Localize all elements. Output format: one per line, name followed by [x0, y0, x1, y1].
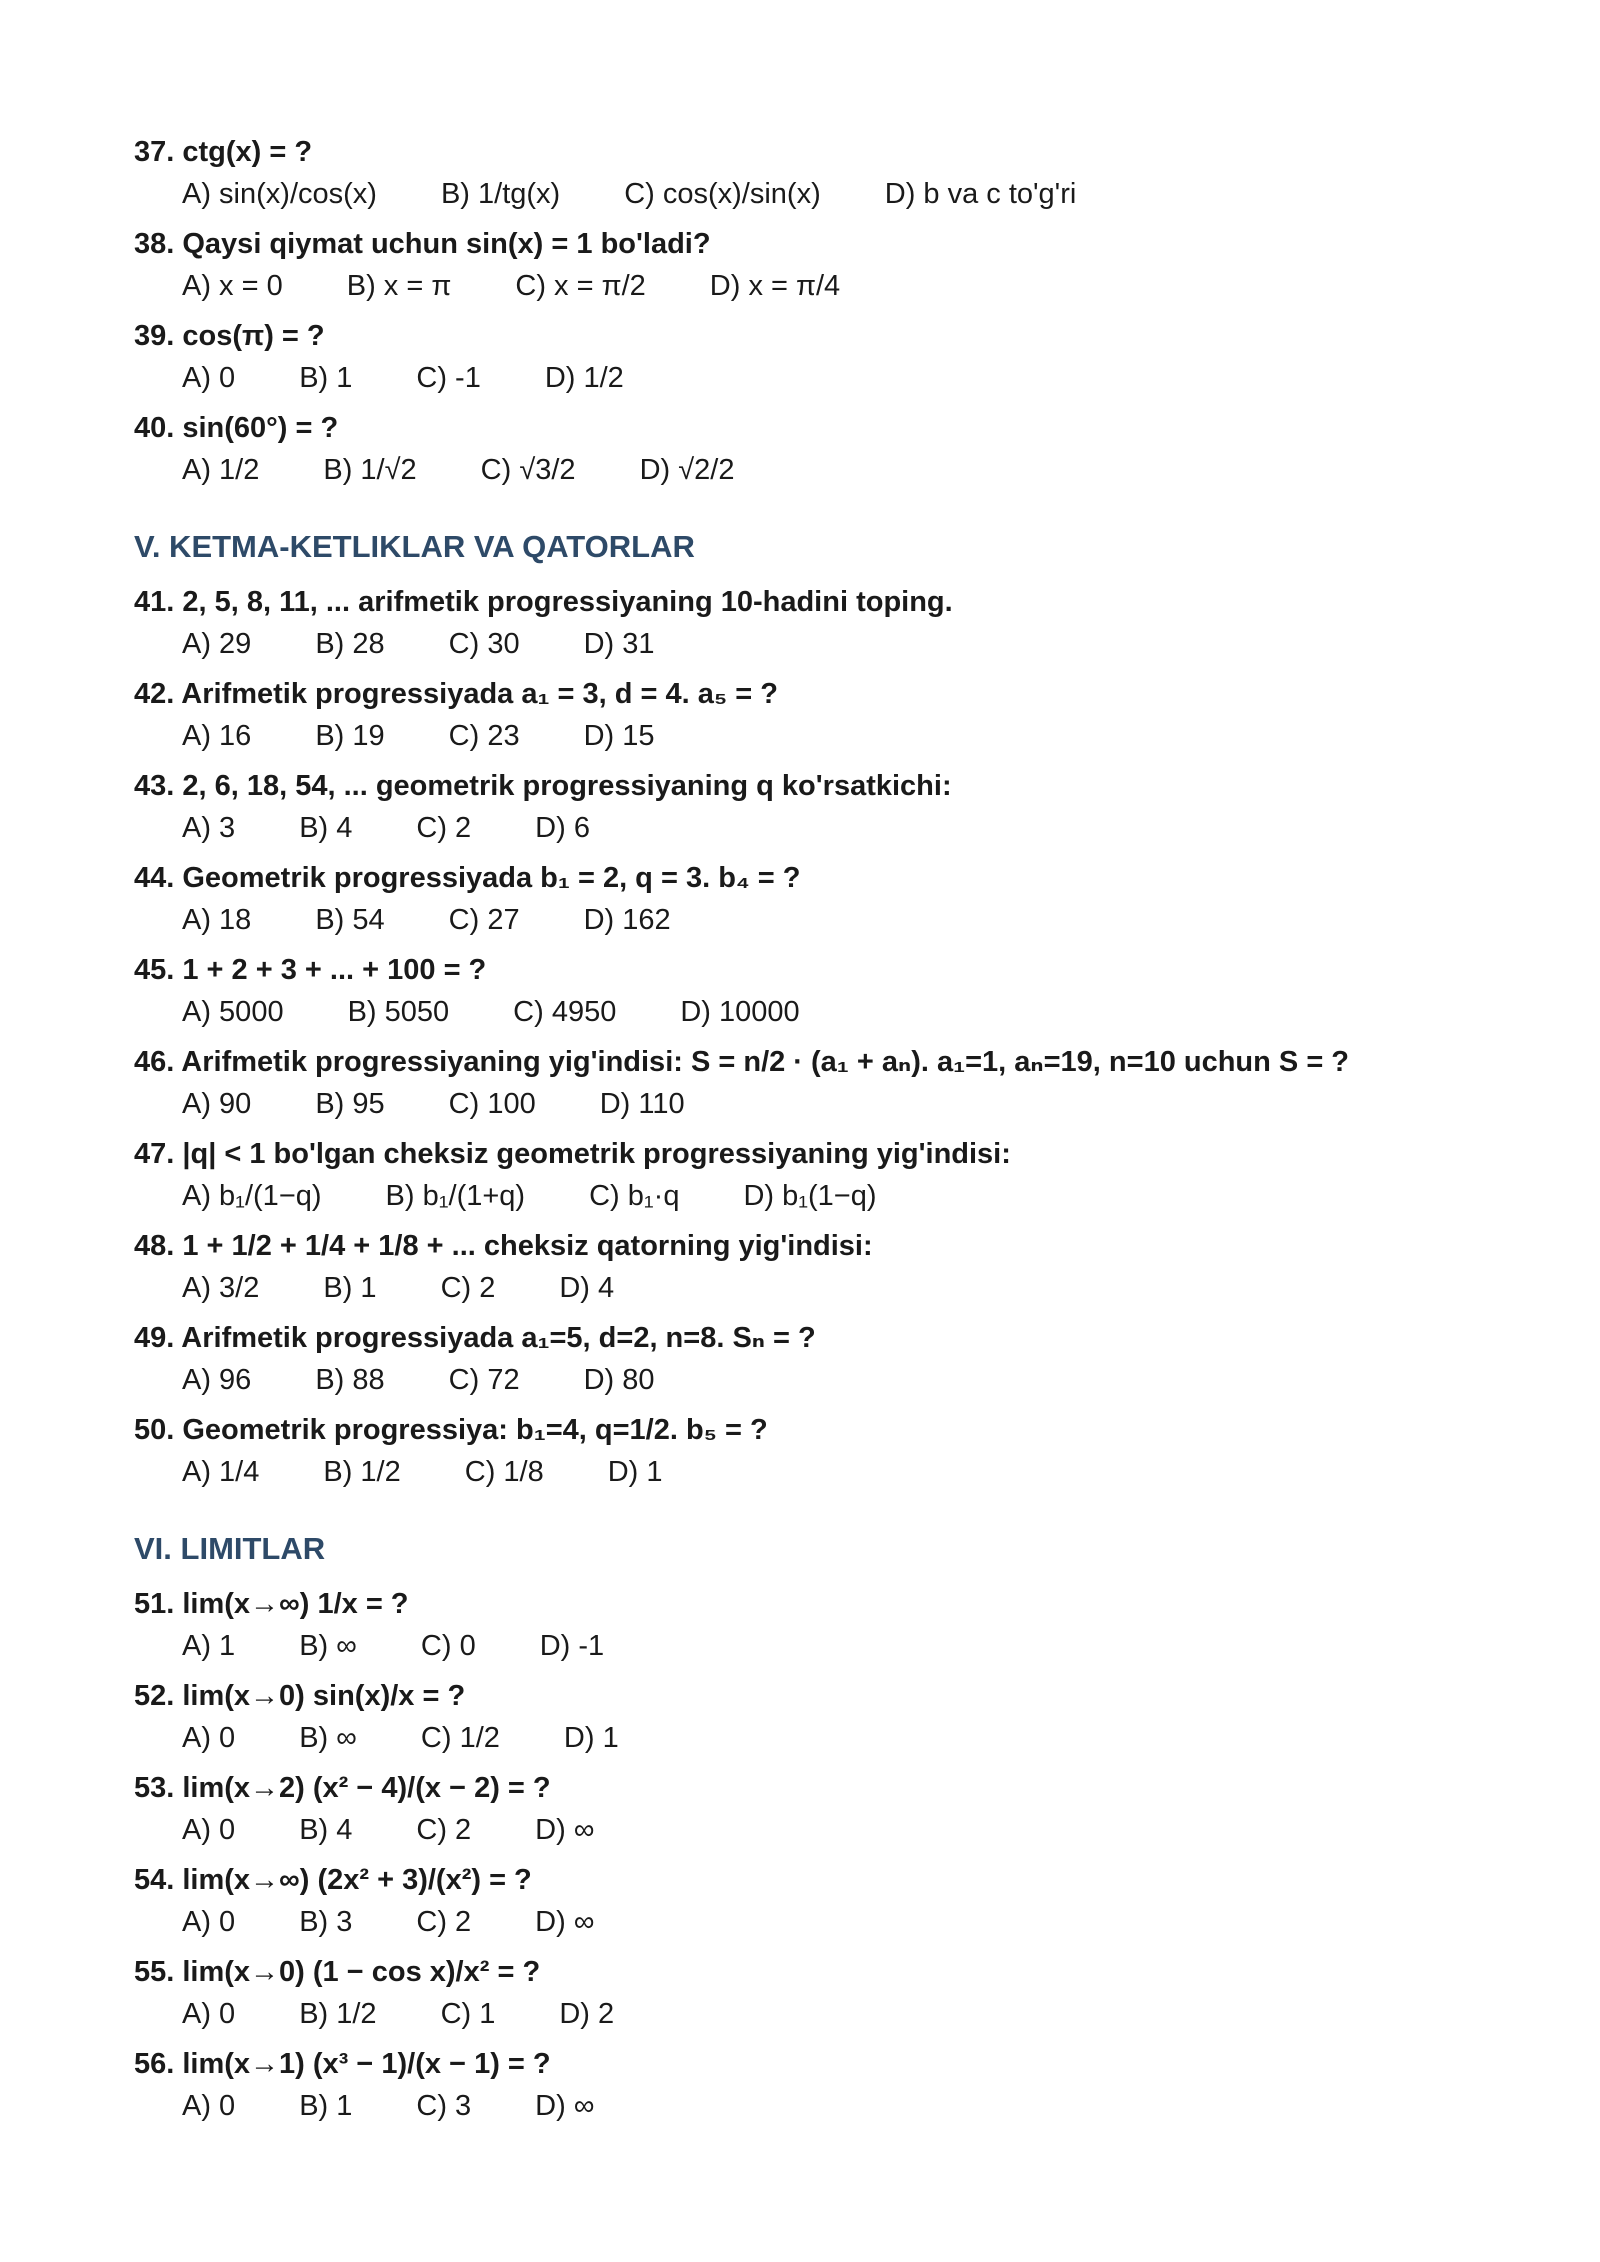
question-title: 53. lim(x→2) (x² − 4)/(x − 2) = ? [134, 1772, 551, 1804]
answer-option: D) 110 [599, 1088, 685, 1120]
answer-option: A) 1/4 [182, 1456, 260, 1488]
answer-option: B) 1/2 [299, 1998, 377, 2030]
question-title: 48. 1 + 1/2 + 1/4 + 1/8 + ... cheksiz qatorning yig'indisi: [134, 1230, 873, 1262]
question-title: 50. Geometrik progressiya: b₁=4, q=1/2. b₅ = ? [134, 1414, 768, 1446]
answer-option: A) 0 [182, 1722, 236, 1754]
answer-option: D) 6 [535, 812, 590, 844]
answer-options [134, 1808, 1494, 1852]
answer-option: B) 5050 [347, 996, 450, 1028]
answer-option: A) 3 [182, 812, 236, 844]
question-item [134, 950, 1494, 1034]
answer-option: D) ∞ [535, 2090, 595, 2122]
answer-options [134, 172, 1494, 216]
answer-options [134, 1716, 1494, 1760]
answer-options [134, 1450, 1494, 1494]
answer-option: C) 2 [416, 1814, 472, 1846]
question-item [134, 1768, 1494, 1852]
answer-option: B) 1/√2 [323, 454, 417, 486]
question-item [134, 674, 1494, 758]
answer-options [134, 1624, 1494, 1668]
answer-option: C) 72 [448, 1364, 520, 1396]
answer-option: D) 80 [583, 1364, 655, 1396]
answer-options [134, 2084, 1494, 2128]
answer-options [134, 1082, 1494, 1126]
answer-option: C) 1 [440, 1998, 496, 2030]
answer-option: D) ∞ [535, 1814, 595, 1846]
answer-option: B) 4 [299, 812, 353, 844]
question-title: 46. Arifmetik progressiyaning yig'indisi: S = n/2 · (a₁ + aₙ). a₁=1, aₙ=19, n=10 uchun S = ? [134, 1046, 1350, 1078]
answer-option: D) 1 [607, 1456, 663, 1488]
question-title: 54. lim(x→∞) (2x² + 3)/(x²) = ? [134, 1864, 532, 1896]
answer-option: A) 1/2 [182, 454, 260, 486]
answer-option: C) -1 [416, 362, 481, 394]
answer-option: A) 3/2 [182, 1272, 260, 1304]
answer-option: A) 0 [182, 1998, 236, 2030]
question-title: 42. Arifmetik progressiyada a₁ = 3, d = 4. a₅ = ? [134, 678, 778, 710]
question-item [134, 1676, 1494, 1760]
answer-option: D) 15 [583, 720, 655, 752]
answer-option: A) 1 [182, 1630, 236, 1662]
answer-option: A) b₁/(1−q) [182, 1180, 322, 1212]
answer-option: A) 0 [182, 362, 236, 394]
answer-option: A) 96 [182, 1364, 252, 1396]
question-list [134, 132, 1494, 2136]
question-item [134, 766, 1494, 850]
answer-option: C) 3 [416, 2090, 472, 2122]
question-title: 39. cos(π) = ? [134, 320, 325, 352]
answer-option: C) cos(x)/sin(x) [624, 178, 821, 210]
answer-option: B) 95 [315, 1088, 385, 1120]
section-heading: V. KETMA-KETLIKLAR VA QATORLAR [134, 529, 695, 564]
question-title: 38. Qaysi qiymat uchun sin(x) = 1 bo'ladi? [134, 228, 711, 260]
question-title: 52. lim(x→0) sin(x)/x = ? [134, 1680, 466, 1712]
answer-option: A) sin(x)/cos(x) [182, 178, 377, 210]
question-item [134, 1134, 1494, 1218]
answer-option: A) 0 [182, 1906, 236, 1938]
answer-options [134, 1174, 1494, 1218]
answer-option: A) 90 [182, 1088, 252, 1120]
question-item [134, 408, 1494, 492]
answer-option: C) 4950 [513, 996, 617, 1028]
question-title: 44. Geometrik progressiyada b₁ = 2, q = 3. b₄ = ? [134, 862, 801, 894]
question-title: 45. 1 + 2 + 3 + ... + 100 = ? [134, 954, 487, 986]
question-title: 47. |q| < 1 bo'lgan cheksiz geometrik progressiyaning yig'indisi: [134, 1138, 1011, 1170]
answer-option: C) 27 [448, 904, 520, 936]
answer-option: C) √3/2 [480, 454, 576, 486]
question-title: 37. ctg(x) = ? [134, 136, 313, 168]
answer-options [134, 448, 1494, 492]
answer-option: C) b₁·q [589, 1180, 680, 1212]
answer-option: C) 2 [416, 1906, 472, 1938]
answer-option: B) ∞ [299, 1722, 357, 1754]
answer-options [134, 264, 1494, 308]
answer-option: D) b₁(1−q) [743, 1180, 877, 1212]
answer-option: A) 0 [182, 2090, 236, 2122]
answer-option: A) x = 0 [182, 270, 283, 302]
question-item [134, 1318, 1494, 1402]
question-item [134, 1860, 1494, 1944]
question-title: 40. sin(60°) = ? [134, 412, 339, 444]
answer-option: C) 23 [448, 720, 520, 752]
answer-option: B) 54 [315, 904, 385, 936]
answer-options [134, 806, 1494, 850]
section-heading: VI. LIMITLAR [134, 1531, 326, 1566]
question-item [134, 582, 1494, 666]
answer-option: B) 4 [299, 1814, 353, 1846]
answer-options [134, 990, 1494, 1034]
answer-option: D) 1 [563, 1722, 619, 1754]
question-title: 56. lim(x→1) (x³ − 1)/(x − 1) = ? [134, 2048, 551, 2080]
answer-option: A) 29 [182, 628, 252, 660]
question-item [134, 1410, 1494, 1494]
answer-options [134, 622, 1494, 666]
answer-option: D) 1/2 [544, 362, 624, 394]
answer-option: B) 88 [315, 1364, 385, 1396]
answer-option: B) 1 [299, 2090, 353, 2122]
answer-option: B) 1/tg(x) [440, 178, 561, 210]
question-title: 49. Arifmetik progressiyada a₁=5, d=2, n=8. Sₙ = ? [134, 1322, 816, 1354]
question-item [134, 1584, 1494, 1668]
answer-option: B) b₁/(1+q) [385, 1180, 526, 1212]
question-item [134, 132, 1494, 216]
answer-option: D) 10000 [680, 996, 800, 1028]
answer-option: A) 18 [182, 904, 252, 936]
question-item [134, 1952, 1494, 2036]
question-title: 51. lim(x→∞) 1/x = ? [134, 1588, 409, 1620]
answer-option: A) 5000 [182, 996, 284, 1028]
question-item [134, 858, 1494, 942]
answer-option: D) 162 [583, 904, 671, 936]
answer-option: D) -1 [539, 1630, 605, 1662]
answer-option: B) 3 [299, 1906, 353, 1938]
answer-option: B) 19 [315, 720, 385, 752]
answer-option: C) 30 [448, 628, 520, 660]
answer-option: D) 2 [559, 1998, 615, 2030]
question-item [134, 316, 1494, 400]
answer-options [134, 356, 1494, 400]
answer-options [134, 898, 1494, 942]
answer-option: C) 0 [420, 1630, 476, 1662]
question-item [134, 1042, 1494, 1126]
answer-option: B) 1 [299, 362, 353, 394]
question-item [134, 2044, 1494, 2128]
answer-option: C) 2 [416, 812, 472, 844]
answer-option: D) x = π/4 [709, 270, 841, 302]
answer-option: A) 16 [182, 720, 252, 752]
answer-option: B) x = π [346, 270, 452, 302]
answer-options [134, 1358, 1494, 1402]
answer-option: C) x = π/2 [515, 270, 646, 302]
answer-option: D) b va c to'g'ri [884, 178, 1077, 210]
question-title: 55. lim(x→0) (1 − cos x)/x² = ? [134, 1956, 541, 1988]
question-title: 41. 2, 5, 8, 11, ... arifmetik progressiyaning 10-hadini toping. [134, 586, 953, 618]
answer-option: C) 1/2 [420, 1722, 500, 1754]
answer-option: B) 1 [323, 1272, 377, 1304]
answer-options [134, 1266, 1494, 1310]
answer-options [134, 1992, 1494, 2036]
answer-option: C) 100 [448, 1088, 536, 1120]
answer-option: D) √2/2 [639, 454, 735, 486]
question-title: 43. 2, 6, 18, 54, ... geometrik progressiyaning q ko'rsatkichi: [134, 770, 952, 802]
answer-options [134, 1900, 1494, 1944]
question-item [134, 1226, 1494, 1310]
answer-option: D) 4 [559, 1272, 615, 1304]
answer-option: C) 2 [440, 1272, 496, 1304]
question-item [134, 224, 1494, 308]
answer-option: B) ∞ [299, 1630, 357, 1662]
answer-option: B) 1/2 [323, 1456, 401, 1488]
answer-option: C) 1/8 [464, 1456, 544, 1488]
answer-option: B) 28 [315, 628, 385, 660]
answer-option: D) ∞ [535, 1906, 595, 1938]
answer-option: A) 0 [182, 1814, 236, 1846]
answer-option: D) 31 [583, 628, 655, 660]
answer-options [134, 714, 1494, 758]
